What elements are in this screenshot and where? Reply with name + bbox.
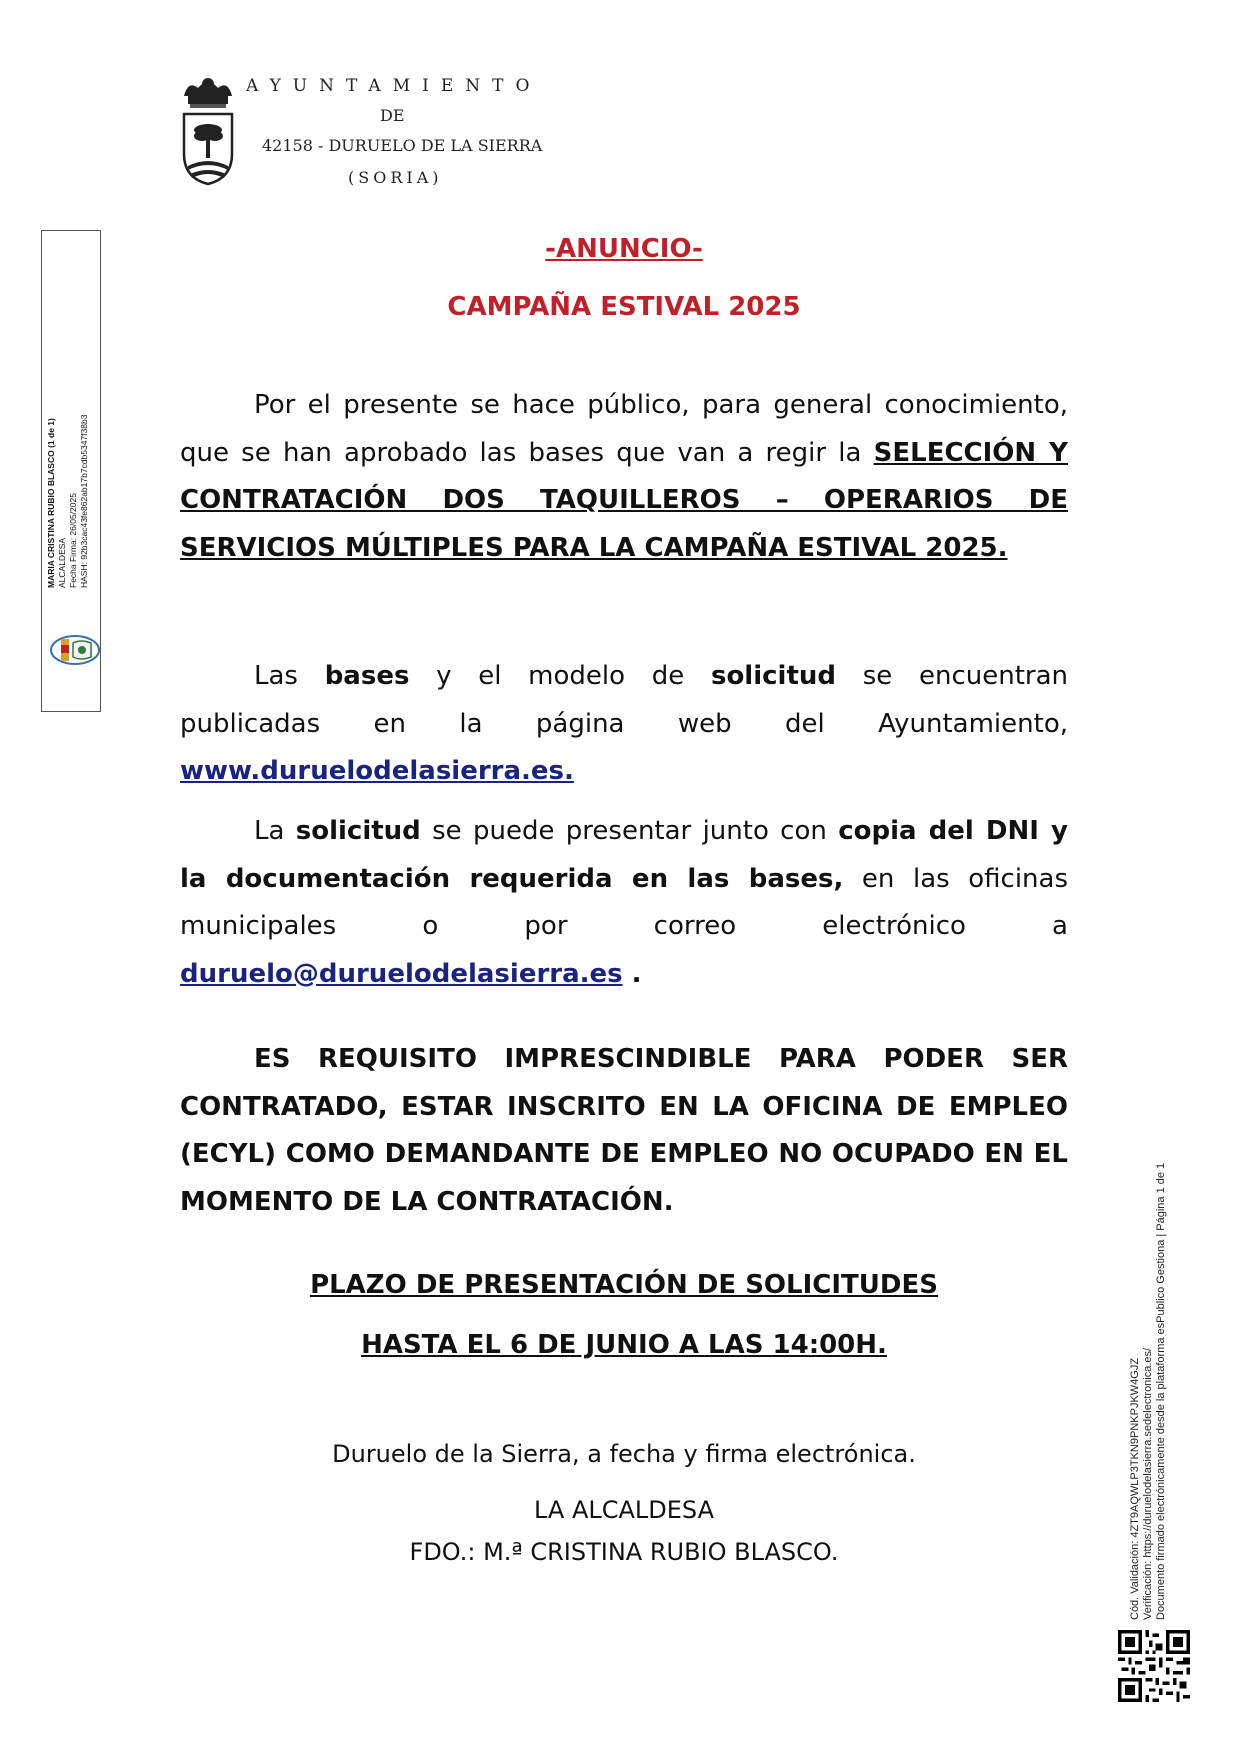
- page-subtitle: CAMPAÑA ESTIVAL 2025: [447, 292, 801, 322]
- letterhead-line-4: (SORIA): [348, 168, 443, 187]
- p2-text-1: Las: [254, 661, 325, 691]
- letterhead-line-2: DE: [380, 106, 405, 125]
- p2-bold-solicitud: solicitud: [710, 661, 837, 691]
- validation-code: Cód. Validación: 4ZT9AQWLP3TKN9PNKPJKW4GJZ: [1129, 1357, 1141, 1620]
- requirement-text: ES REQUISITO IMPRESCINDIBLE PARA PODER SER CONTRATADO, ESTAR INSCRITO EN LA OFICINA DE EMPLEO (ECYL) COMO DEMANDANTE DE EMPLEO NO OCUPADO EN EL MOMENTO DE LA CONTRATACIÓN.: [180, 1044, 1068, 1217]
- p3-bold-documents: copia del DNI y la documentación requerida en las bases,: [180, 816, 1069, 894]
- signature-text: [46, 368, 90, 588]
- signature-date: Fecha Firma: 26/05/2025: [68, 493, 78, 588]
- page-title: -ANUNCIO-: [545, 234, 703, 264]
- deadline-heading: PLAZO DE PRESENTACIÓN DE SOLICITUDES: [310, 1270, 938, 1300]
- p2-text-3: se encuentran publicadas en la página web del Ayuntamiento,: [180, 661, 1068, 739]
- website-link[interactable]: www.duruelodelasierra.es.: [180, 756, 574, 786]
- p1-text: Por el presente se hace público, para general conocimiento, que se han aprobado las bases que van a regir la: [180, 390, 1068, 468]
- p3-text-2: se puede presentar junto con: [420, 816, 839, 846]
- platform-note: Documento firmado electrónicamente desde la plataforma esPublico Gestiona | Página 1 de 1: [1155, 1162, 1167, 1620]
- paragraph-announcement: [180, 382, 1068, 572]
- email-link[interactable]: duruelo@duruelodelasierra.es: [180, 958, 623, 989]
- paragraph-solicitud: [180, 808, 1068, 998]
- municipal-crest-icon: [178, 74, 238, 186]
- signature-hash: HASH: 92b3cac43fe862ab17b7cdb5347f38b3: [79, 414, 89, 588]
- p3-bold-solicitud: solicitud: [295, 816, 421, 846]
- signer-title: LA ALCALDESA: [533, 1496, 715, 1524]
- paragraph-requirement: [180, 1036, 1068, 1226]
- signer-signature-line: FDO.: M.ª CRISTINA RUBIO BLASCO.: [409, 1538, 839, 1566]
- p2-text-2: y el modelo de: [409, 661, 711, 691]
- p3-text-1: La: [254, 816, 296, 846]
- paragraph-bases: [180, 653, 1068, 796]
- p2-bold-bases: bases: [324, 661, 410, 691]
- signer-name: MARIA CRISTINA RUBIO BLASCO (1 de 1): [46, 418, 56, 588]
- qr-code-icon[interactable]: [1118, 1630, 1190, 1702]
- verification-text: [1129, 1040, 1168, 1620]
- verification-url: Verificación: https://duruelodelasierra.sedelectronica.es/: [1142, 1347, 1154, 1620]
- place-date-line: Duruelo de la Sierra, a fecha y firma electrónica.: [332, 1440, 916, 1468]
- p1-bold-title: SELECCIÓN Y CONTRATACIÓN DOS TAQUILLEROS – OPERARIOS DE SERVICIOS MÚLTIPLES PARA LA CAMPAÑA ESTIVAL 2025.: [180, 437, 1068, 563]
- p3-text-3: en las oficinas municipales o por correo electrónico a: [180, 863, 1069, 941]
- deadline-date: HASTA EL 6 DE JUNIO A LAS 14:00H.: [361, 1330, 887, 1360]
- signature-seal-icon: [49, 633, 101, 667]
- signer-role: ALCALDESA: [57, 537, 67, 588]
- letterhead-line-1: AYUNTAMIENTO: [246, 76, 542, 96]
- letterhead-line-3: 42158 - DURUELO DE LA SIERRA: [262, 136, 543, 155]
- p3-text-4: .: [622, 958, 642, 989]
